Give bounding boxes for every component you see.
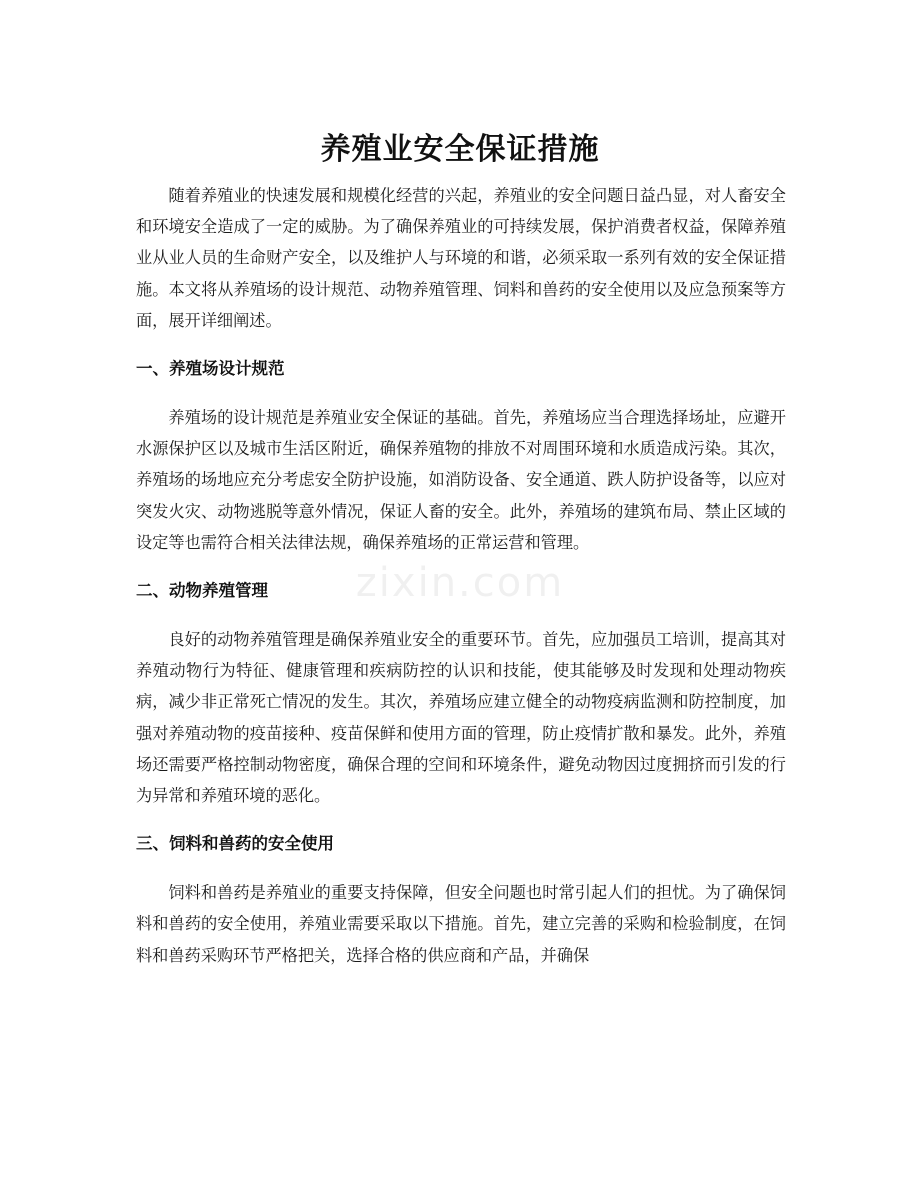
intro-paragraph: 随着养殖业的快速发展和规模化经营的兴起，养殖业的安全问题日益凸显，对人畜安全和环境安全造成了一定的威胁。为了确保养殖业的可持续发展，保护消费者权益，保障养殖业从业人员的生命财产安全，以及维护人与环境的和谐，必须采取一系列有效的安全保证措施。本文将从养殖场的设计规范、动物养殖管理、饲料和兽药的安全使用以及应急预案等方面，展开详细阐述。 (136, 186, 786, 330)
section-paragraph-design: 养殖场的设计规范是养殖业安全保证的基础。首先，养殖场应当合理选择场址，应避开水源保护区以及城市生活区附近，确保养殖物的排放不对周围环境和水质造成污染。其次，养殖场的场地应充分考虑安全防护设施，如消防设备、安全通道、跌人防护设备等，以应对突发火灾、动物逃脱等意外情况，保证人畜的安全。此外，养殖场的建筑布局、禁止区域的设定等也需符合相关法律法规，确保养殖场的正常运营和管理。 (136, 408, 786, 552)
section-heading-management: 二、动物养殖管理 (136, 581, 268, 601)
section-paragraph-feed-drugs: 饲料和兽药是养殖业的重要支持保障，但安全问题也时常引起人们的担忧。为了确保饲料和兽药的安全使用，养殖业需要采取以下措施。首先，建立完善的采购和检验制度，在饲料和兽药采购环节严格把关，选择合格的供应商和产品，并确保 (136, 883, 786, 965)
section-paragraph-management: 良好的动物养殖管理是确保养殖业安全的重要环节。首先，应加强员工培训，提高其对养殖动物行为特征、健康管理和疾病防控的认识和技能，使其能够及时发现和处理动物疾病，减少非正常死亡情况的发生。其次，养殖场应建立健全的动物疫病监测和防控制度，加强对养殖动物的疫苗接种、疫苗保鲜和使用方面的管理，防止疫情扩散和暴发。此外，养殖场还需要严格控制动物密度，确保合理的空间和环境条件，避免动物因过度拥挤而引发的行为异常和养殖环境的恶化。 (136, 630, 786, 806)
section-heading-design: 一、养殖场设计规范 (136, 359, 285, 379)
watermark: zixin.com (355, 560, 565, 606)
section-heading-feed-drugs: 三、饲料和兽药的安全使用 (136, 834, 334, 854)
document-body (136, 180, 786, 971)
document-title: 养殖业安全保证措施 (320, 132, 600, 168)
